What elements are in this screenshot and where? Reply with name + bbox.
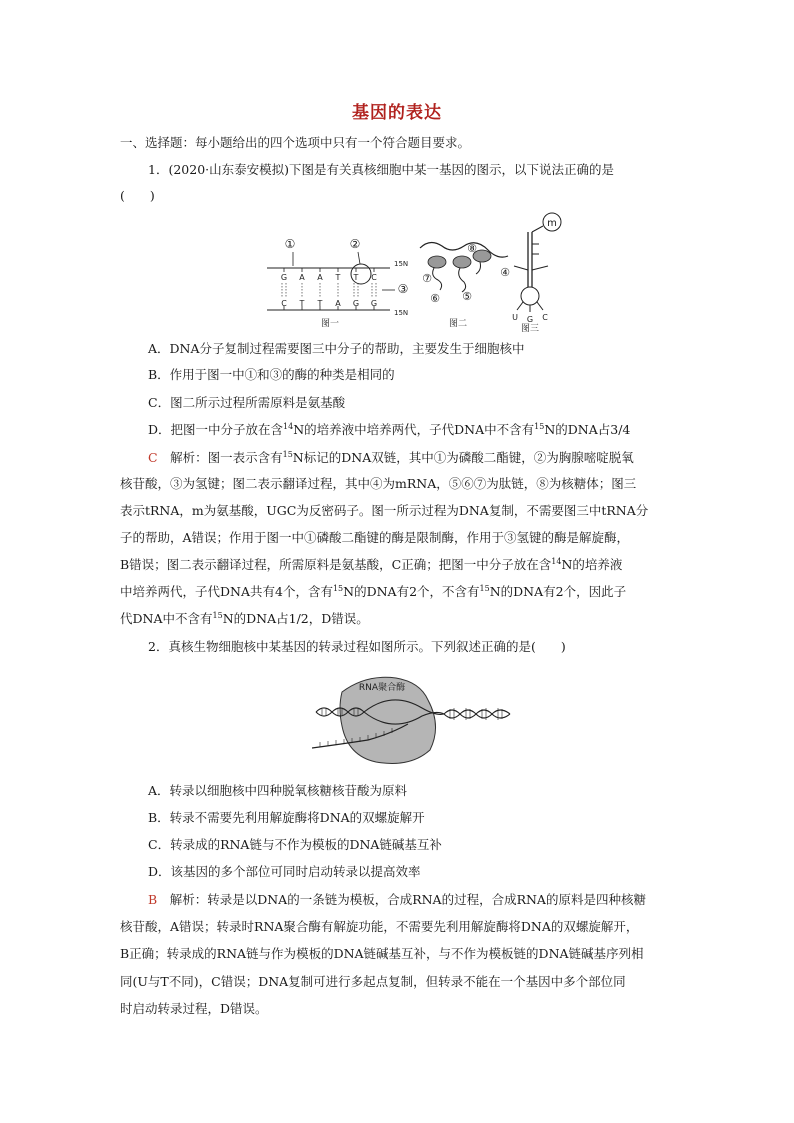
q1-analysis-line4: 子的帮助，A错误；作用于图一中①磷酸二酯键的酶是限制酶，作用于③氢键的酶是解旋酶， — [120, 530, 630, 545]
figure-one-dna — [267, 237, 408, 329]
base-bottom-6: G — [370, 299, 378, 308]
label-15n-top: 15N — [394, 260, 409, 268]
q1-stem-line2: ( ) — [120, 188, 155, 203]
marker-8: ⑧ — [467, 242, 477, 255]
q2-answer: B — [148, 892, 158, 907]
marker-6: ⑥ — [430, 292, 440, 305]
marker-4: ④ — [500, 266, 510, 279]
q2-option-b: B．转录不需要先利用解旋酶将DNA的双螺旋解开 — [148, 810, 425, 825]
q1-option-a: A．DNA分子复制过程需要图三中分子的帮助，主要发生于细胞核中 — [148, 341, 525, 356]
q2-analysis-line5: 时启动转录过程，D错误。 — [120, 1001, 268, 1016]
figure-two-caption: 图二 — [448, 319, 468, 329]
marker-7: ⑦ — [422, 272, 432, 285]
base-bottom-4: A — [335, 299, 341, 308]
q1-analysis-line3: 表示tRNA，m为氨基酸，UGC为反密码子。图一所示过程为DNA复制，不需要图三中tRNA分 — [120, 503, 649, 518]
q2-analysis-line4: 同(U与T不同)，C错误；DNA复制可进行多起点复制，但转录不能在一个基因中多个部位同 — [120, 974, 626, 989]
section-heading: 一、选择题：每小题给出的四个选项中只有一个符合题目要求。 — [120, 135, 471, 150]
figure-three-trna — [512, 213, 561, 334]
marker-3: ③ — [397, 282, 409, 296]
q1-stem-line1: 1．(2020·山东泰安模拟)下图是有关真核细胞中某一基因的图示，以下说法正确的是 — [148, 162, 614, 177]
q1-option-c: C．图二所示过程所需原料是氨基酸 — [148, 395, 346, 410]
q2-analysis-line3: B正确；转录成的RNA链与作为模板的DNA链碱基互补，与不作为模板链的DNA链碱基序列相 — [120, 946, 644, 961]
q1-answer: C — [148, 450, 158, 465]
figure-one-caption: 图一 — [320, 319, 340, 329]
anticodon-g: G — [526, 315, 534, 324]
q1-analysis-line5: B错误；图二表示翻译过程，所需原料是氨基酸，C正确；把图一中分子放在含$^{14}$N的培养液 — [120, 557, 623, 572]
q1-analysis-line6: 中培养两代，子代DNA共有4个，含有$^{15}$N的DNA有2个，不含有$^{15}$N的DNA有2个，因此子 — [120, 584, 627, 599]
figure-three-caption: 图三 — [520, 324, 540, 334]
q2-option-c: C．转录成的RNA链与不作为模板的DNA链碱基互补 — [148, 837, 442, 852]
q1-analysis-line7: 代DNA中不含有$^{15}$N的DNA占1/2，D错误。 — [120, 611, 369, 626]
q2-analysis-line1: B 解析：转录是以DNA的一条链为模板，合成RNA的过程，合成RNA的原料是四种核糖 — [148, 892, 646, 907]
base-bottom-1: C — [281, 299, 287, 308]
marker-2: ② — [349, 237, 361, 251]
q2-figure-transcription — [312, 668, 517, 768]
figure-two-translation — [420, 242, 510, 329]
base-top-1: G — [280, 273, 288, 282]
base-top-2: A — [299, 273, 305, 282]
marker-1: ① — [284, 237, 296, 251]
marker-5: ⑤ — [462, 290, 472, 303]
q2-analysis-line2: 核苷酸，A错误；转录时RNA聚合酶有解旋功能，不需要先利用解旋酶将DNA的双螺旋解开， — [120, 919, 639, 934]
q2-option-d: D．该基因的多个部位可同时启动转录以提高效率 — [148, 864, 421, 879]
base-top-4: T — [335, 273, 341, 282]
anticodon-c: C — [542, 313, 548, 322]
base-bottom-3: T — [317, 299, 323, 308]
base-top-3: A — [317, 273, 323, 282]
anticodon-u: U — [512, 313, 518, 322]
q1-option-b: B．作用于图一中①和③的酶的种类是相同的 — [148, 367, 395, 382]
base-bottom-2: T — [299, 299, 305, 308]
q1-analysis-line2: 核苷酸，③为氢键；图二表示翻译过程，其中④为mRNA，⑤⑥⑦为肽链，⑧为核糖体；图三 — [120, 476, 637, 491]
q2-option-a: A．转录以细胞核中四种脱氧核糖核苷酸为原料 — [148, 783, 408, 798]
base-top-5: T — [353, 273, 359, 282]
rna-polymerase-label: RNA聚合酶 — [358, 683, 406, 693]
label-15n-bottom: 15N — [394, 309, 409, 317]
q1-figure — [262, 210, 562, 334]
page-title: 基因的表达 — [352, 103, 442, 123]
q2-stem: 2．真核生物细胞核中某基因的转录过程如图所示。下列叙述正确的是( ) — [148, 639, 566, 654]
q1-analysis-line1: C 解析：图一表示含有$^{15}$N标记的DNA双链，其中①为磷酸二酯键，②为胸腺嘧啶脱氧 — [148, 450, 634, 465]
base-top-6: C — [371, 273, 377, 282]
q1-option-d: D．把图一中分子放在含$^{14}$N的培养液中培养两代，子代DNA中不含有$^{15}$N的DNA占3/4 — [148, 422, 631, 437]
amino-acid-m: m — [547, 218, 557, 229]
base-bottom-5: G — [352, 299, 360, 308]
